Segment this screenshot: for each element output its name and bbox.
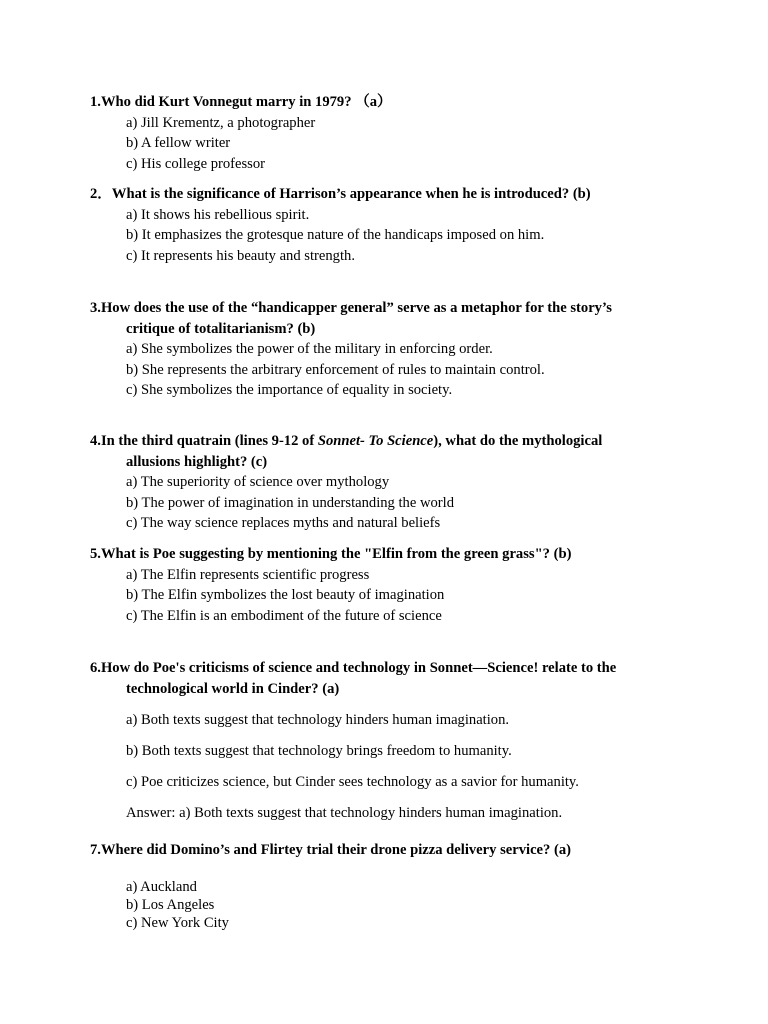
option-c: c) His college professor <box>126 155 265 172</box>
question-5-title <box>90 544 650 565</box>
question-2-title <box>90 184 650 205</box>
question-text-after: ), what do the mythological allusions highlight? (c) <box>126 433 603 470</box>
question-text: Who did Kurt Vonnegut marry in 1979? （a） <box>100 94 392 110</box>
question-4-title <box>90 431 650 472</box>
option-b: b) Both texts suggest that technology brings freedom to humanity. <box>126 742 512 759</box>
question-text: How does the use of the “handicapper general” serve as a metaphor for the story’s critique of totalitarianism? (b) <box>100 300 612 337</box>
question-6-title <box>90 658 650 699</box>
question-text-before: In the third quatrain (lines 9-12 of <box>100 433 318 449</box>
question-number: 1. <box>90 94 101 110</box>
question-number: 7. <box>90 842 101 858</box>
question-text: Where did Domino’s and Flirtey trial their drone pizza delivery service? (a) <box>100 842 571 858</box>
question-text: How do Poe's criticisms of science and technology in Sonnet—Science! relate to the technological world in Cinder? (a) <box>100 660 617 697</box>
question-text: What is Poe suggesting by mentioning the "Elfin from the green grass"? (b) <box>100 546 572 562</box>
question-5 <box>90 544 650 626</box>
option-b: b) Los Angeles <box>126 896 215 913</box>
question-number: 5. <box>90 546 101 562</box>
question-3 <box>90 298 650 401</box>
option-c: c) The way science replaces myths and natural beliefs <box>126 515 441 531</box>
option-c: c) The Elfin is an embodiment of the future of science <box>126 607 442 624</box>
option-a: a) Jill Krementz, a photographer <box>126 114 316 131</box>
question-7-title <box>90 840 650 861</box>
question-3-title <box>90 298 650 339</box>
option-b: b) The Elfin symbolizes the lost beauty of imagination <box>126 587 445 603</box>
option-b: b) The power of imagination in understanding the world <box>126 494 455 511</box>
option-a: a) Auckland <box>126 878 197 895</box>
option-a: a) The superiority of science over mythology <box>126 474 390 490</box>
option-a: a) Both texts suggest that technology hinders human imagination. <box>126 711 510 728</box>
question-4 <box>90 431 650 534</box>
question-number: 3. <box>90 300 101 316</box>
option-b: b) It emphasizes the grotesque nature of the handicaps imposed on him. <box>126 227 545 243</box>
question-1-title <box>90 92 650 113</box>
question-7 <box>90 840 650 932</box>
question-number: 4. <box>90 433 101 449</box>
option-b: b) A fellow writer <box>126 135 231 151</box>
option-a: a) It shows his rebellious spirit. <box>126 206 310 223</box>
option-a: a) She symbolizes the power of the military in enforcing order. <box>126 341 493 357</box>
option-a: a) The Elfin represents scientific progress <box>126 566 370 583</box>
question-2 <box>90 184 650 266</box>
answer-line: Answer: a) Both texts suggest that technology hinders human imagination. <box>126 804 563 821</box>
question-number: 2． <box>90 186 112 202</box>
question-6 <box>90 658 650 823</box>
option-c: c) New York City <box>126 914 229 931</box>
option-c: c) It represents his beauty and strength. <box>126 247 355 264</box>
question-text: What is the significance of Harrison’s appearance when he is introduced? (b) <box>111 186 591 202</box>
option-b: b) She represents the arbitrary enforcement of rules to maintain control. <box>126 361 545 378</box>
question-1 <box>90 92 650 174</box>
poem-title: Sonnet- To Science <box>317 433 434 449</box>
question-number: 6. <box>90 660 101 676</box>
option-c: c) Poe criticizes science, but Cinder sees technology as a savior for humanity. <box>126 773 579 790</box>
option-c: c) She symbolizes the importance of equality in society. <box>126 382 453 398</box>
